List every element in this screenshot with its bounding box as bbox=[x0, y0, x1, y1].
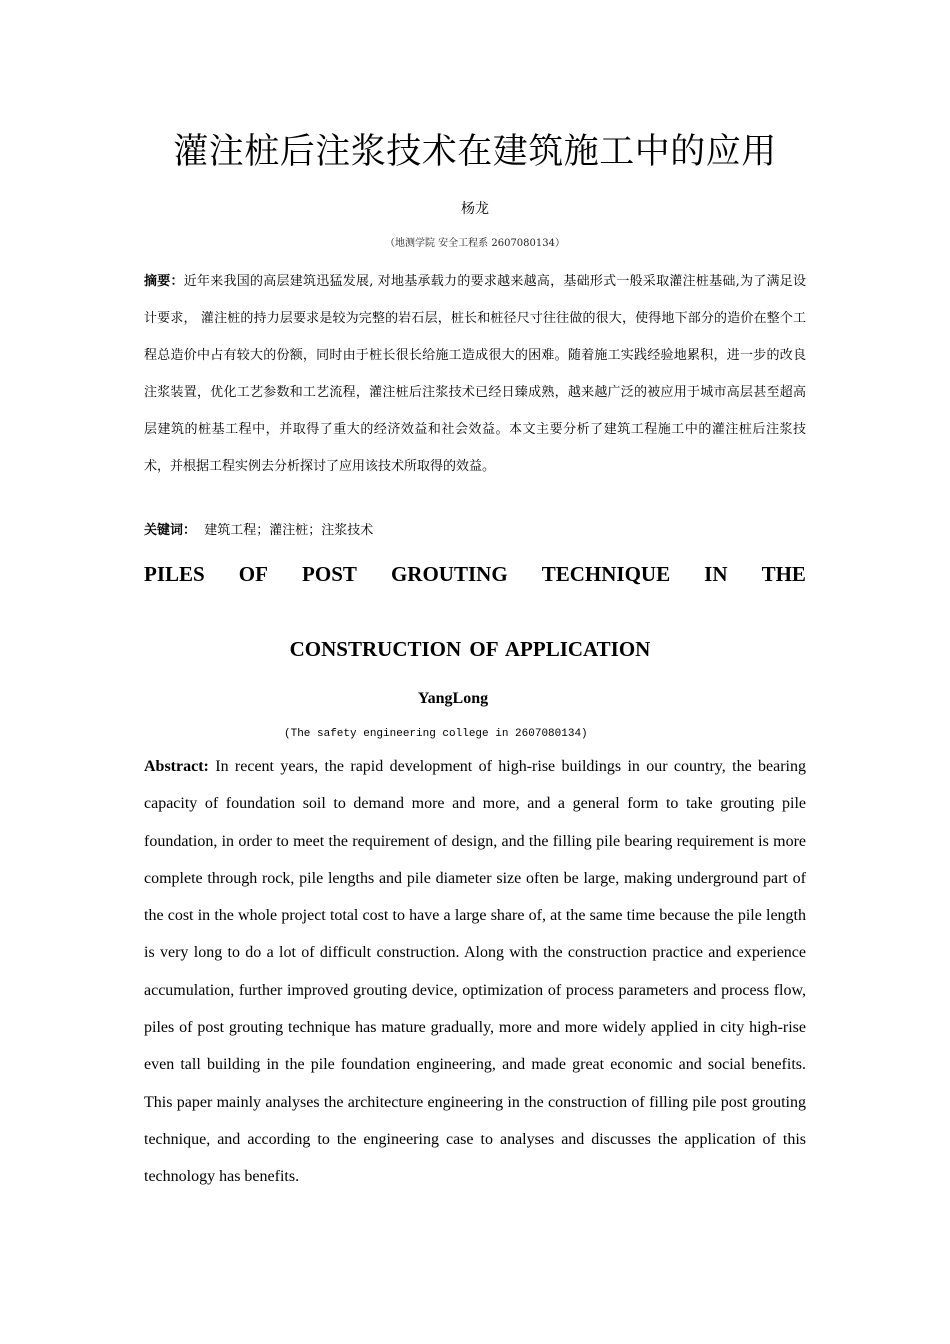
en-title-word: POST bbox=[302, 562, 357, 586]
cn-keywords bbox=[144, 518, 806, 544]
en-title-word: OF bbox=[238, 562, 268, 586]
cn-author: 杨龙 bbox=[461, 201, 489, 217]
cn-abstract-text: 近年来我国的高层建筑迅猛发展, 对地基承载力的要求越来越高，基础形式一般采取灌注桩基础,为了满足设计要求， 灌注桩的持力层要求是较为完整的岩石层，桩长和桩径尺寸往往做的很大，使得地下部分的造价在整个工程总造价中占有较大的份额，同时由于桩长很长给施工造成很大的困难。随着施工实践经验地累积，进一步的改良注浆装置，优化工艺参数和工艺流程，灌注桩后注浆技术已经日臻成熟，越来越广泛的被应用于城市高层甚至超高层建筑的桩基工程中，并取得了重大的经济效益和社会效益。本文主要分析了建筑工程施工中的灌注桩后注浆技术，并根据工程实例去分析探讨了应用该技术所取得的效益。 bbox=[144, 274, 806, 474]
cn-abstract bbox=[144, 263, 806, 485]
en-title-line1 bbox=[144, 562, 806, 587]
en-title-word: GROUTING bbox=[390, 562, 508, 586]
en-title-word: PILES bbox=[144, 562, 205, 586]
en-title-word: THE bbox=[761, 562, 806, 586]
en-abstract-text: In recent years, the rapid development of high-rise buildings in our country, the bearing capacity of foundation soil to demand more and more, and a general form to take grouting pile foundation, in order to meet the requirement of design, and the filling pile bearing requirement is more complete through rock, pile lengths and pile diameter size often be large, making underground part of the cost in the whole project total cost to have a large share of, at the same time because the pile length is very long to do a lot of difficult construction. Along with the construction practice and experience accumulation, further improved grouting device, optimization of process parameters and process flow, piles of post grouting technique has mature gradually, more and more widely applied in city high-rise even tall building in the pile foundation engineering, and made great economic and social benefits. This paper mainly analyses the architecture engineering in the construction of filling pile post grouting technique, and according to the engineering case to analyses and discusses the application of this technology has benefits. bbox=[144, 758, 807, 1186]
en-title-word: TECHNIQUE bbox=[541, 562, 671, 586]
cn-affiliation: （地测学院 安全工程系 2607080134） bbox=[385, 238, 565, 249]
cn-keywords-text: 建筑工程；灌注桩；注浆技术 bbox=[204, 523, 374, 538]
en-affiliation: (The safety engineering college in 2607080134) bbox=[284, 728, 588, 740]
en-abstract bbox=[144, 748, 806, 1196]
cn-abstract-label: 摘要： bbox=[144, 274, 184, 289]
cn-title: 灌注桩后注浆技术在建筑施工中的应用 bbox=[173, 132, 777, 172]
en-abstract-label: Abstract: bbox=[144, 758, 209, 775]
cn-keywords-label: 关键词： bbox=[144, 523, 197, 538]
en-author: YangLong bbox=[417, 690, 489, 707]
en-title-line2: CONSTRUCTION OF APPLICATION bbox=[289, 637, 651, 661]
en-title-word: IN bbox=[704, 562, 728, 586]
